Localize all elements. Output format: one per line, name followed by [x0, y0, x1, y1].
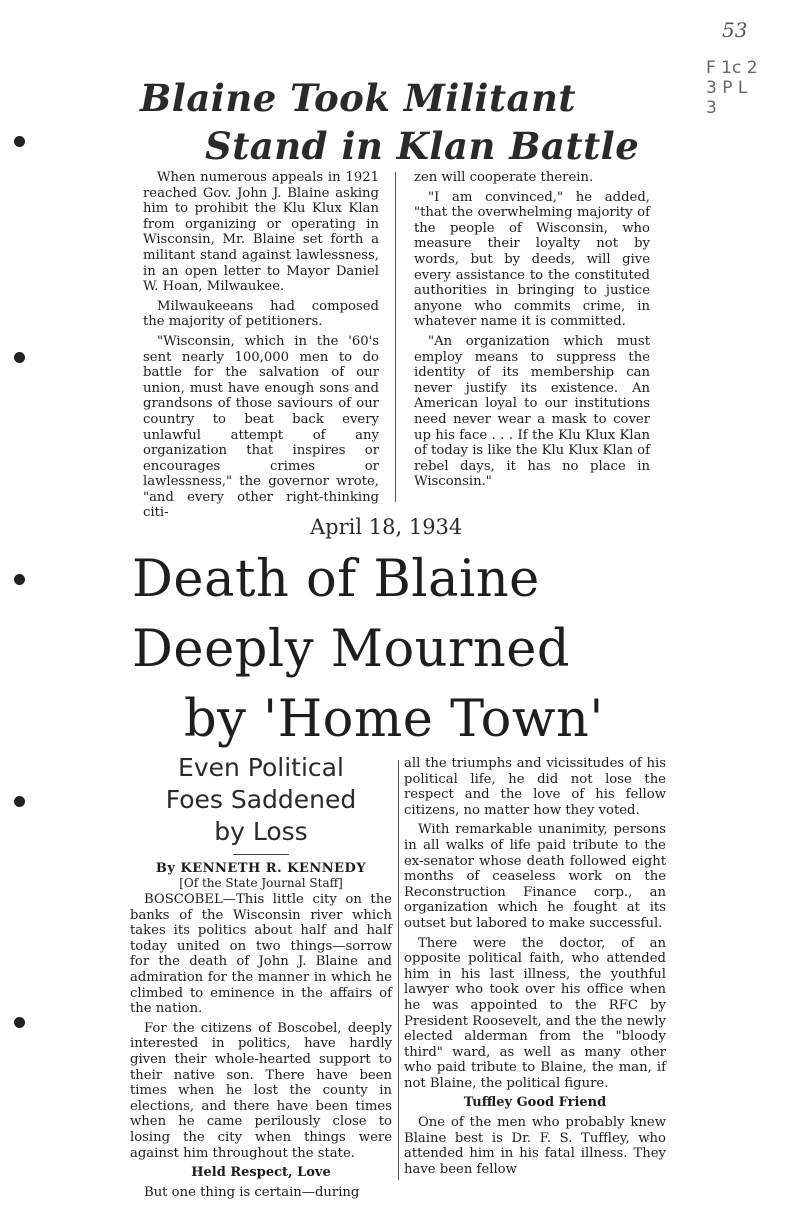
article2-headline-line3: by 'Home Town'	[184, 690, 604, 749]
column-rule	[398, 760, 399, 1180]
byline: By KENNETH R. KENNEDY	[155, 861, 367, 876]
punch-hole	[14, 796, 25, 807]
deck-line: by Loss	[214, 817, 308, 846]
margin-handwriting	[706, 58, 786, 118]
punch-hole	[14, 352, 25, 363]
divider	[233, 854, 289, 855]
punch-hole	[14, 574, 25, 585]
article2-column1	[130, 752, 392, 1204]
staff-credit: [Of the State Journal Staff]	[179, 876, 343, 890]
page-number: 53	[722, 18, 748, 42]
deck-line: Foes Saddened	[165, 785, 357, 814]
subhead: Tuffley Good Friend	[463, 1095, 607, 1111]
margin-note-line: 3 P L	[706, 78, 748, 98]
article1-headline-line2: Stand in Klan Battle	[205, 124, 640, 168]
article2-headline-line2: Deeply Mourned	[132, 620, 571, 679]
margin-note-line: 3	[706, 98, 717, 118]
paragraph: One of the men who probably knew Blaine best is Dr. F. S. Tuffley, who attended him in his fatal illness. They have been fellow	[404, 1115, 666, 1177]
column-rule	[395, 172, 396, 502]
punch-hole	[14, 1017, 25, 1028]
margin-note-line: F 1c 2	[706, 58, 758, 78]
deck-line: Even Political	[178, 753, 344, 782]
article1-headline-line1: Blaine Took Militant	[140, 76, 577, 120]
paragraph: With remarkable unanimity, persons in all walks of life paid tribute to the ex-senator whose death followed eight months of ceaseless work on the Reconstruction Finance corp., an organization which he fought at its outset but labored to make successful.	[404, 822, 666, 931]
article1-column1	[143, 170, 379, 525]
paragraph: all the triumphs and vicissitudes of his political life, he did not lose the respect and the love of his fellow citizens, no matter how they voted.	[404, 756, 666, 818]
paragraph: "An organization which must employ means to suppress the identity of its membership can never justify its existence. An American loyal to our institutions need never wear a mask to cover up his face . . . If the Klu Klux Klan of today is like the Klu Klux Klan of rebel days, it has no place in Wisconsin."	[414, 333, 650, 490]
article1-column2	[414, 170, 650, 494]
paragraph: zen will cooperate therein.	[414, 170, 594, 185]
punch-hole	[14, 136, 25, 147]
paragraph: Milwaukeeans had composed the majority of petitioners.	[143, 298, 379, 330]
article2-column2	[404, 756, 666, 1181]
paragraph: There were the doctor, of an opposite political faith, who attended him in his last illness, the youthful lawyer who took over his office when he was appointed to the RFC by President Roosevelt, and the the newly elected alderman from the "bloody third" ward, as well as many other who paid tribute to Blaine, the man, if not Blaine, the political figure.	[404, 935, 666, 1091]
paragraph: BOSCOBEL—This little city on the banks of the Wisconsin river which takes its politics about half and half today united on two things—sorrow for the death of John J. Blaine and admiration for the manner in which he climbed to eminence in the affairs of the nation.	[130, 892, 392, 1017]
paragraph: When numerous appeals in 1921 reached Gov. John J. Blaine asking him to prohibit the Klu Klux Klan from organizing or operating in Wisconsin, Mr. Blaine set forth a militant stand against lawlessness, in an open letter to Mayor Daniel W. Hoan, Milwaukee.	[143, 170, 379, 295]
subhead: Held Respect, Love	[191, 1165, 331, 1181]
paragraph: For the citizens of Boscobel, deeply interested in politics, have hardly given their whole-hearted support to their native son. There have been times when he lost the county in elections, and there have been times when he came perilously close to losing the city when things were against him throughout the state.	[130, 1020, 392, 1161]
paragraph: "Wisconsin, which in the '60's sent nearly 100,000 men to do battle for the salvation of our union, must have enough sons and grandsons of those saviours of our country to beat back every unlawful attempt of any organization that inspires or encourages crimes or lawlessness," the governor wrote, "and every other right-thinking citi-	[143, 333, 379, 521]
paragraph: But one thing is certain—during	[144, 1184, 360, 1200]
article2-headline-line1: Death of Blaine	[132, 550, 540, 609]
dateline: April 18, 1934	[310, 515, 463, 539]
article2-column1-text	[130, 892, 392, 1200]
paragraph: "I am convinced," he added, "that the overwhelming majority of the people of Wisconsin, who measure their loyalty not by words, but by deeds, will give every assistance to the constituted authorities in bringing to justice anyone who commits crime, in whatever name it is committed.	[414, 189, 650, 330]
